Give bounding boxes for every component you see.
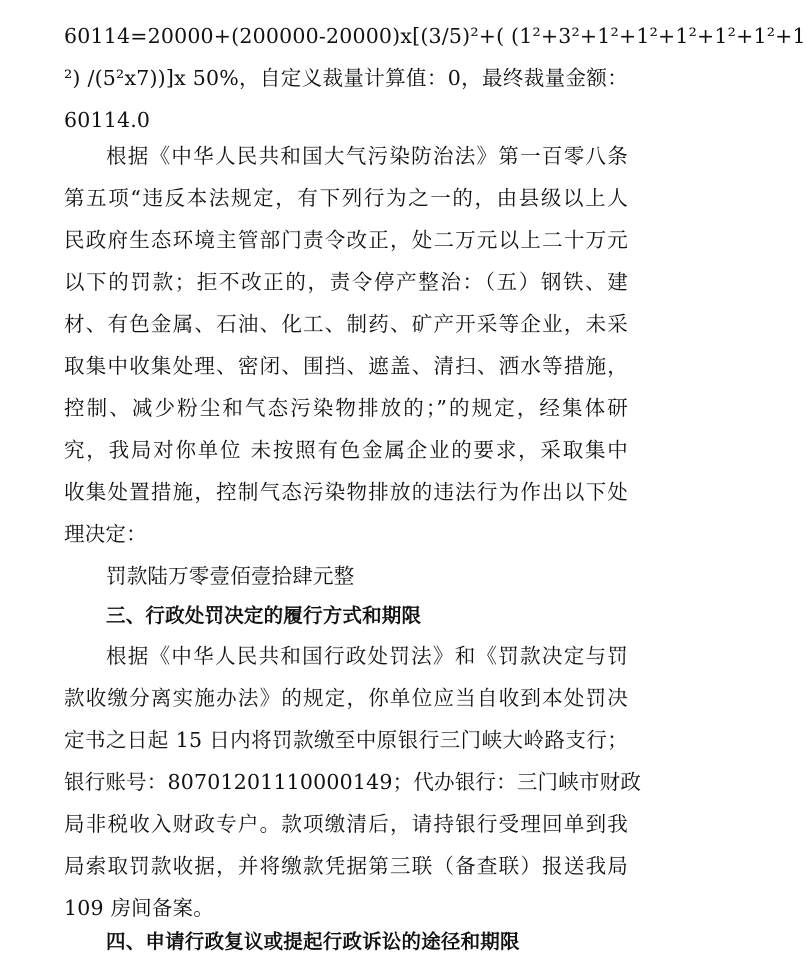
basis-paragraph-line: 收集处置措施，控制气态污染物排放的违法行为作出以下处 xyxy=(64,480,628,504)
basis-paragraph-line: 第五项“违反本法规定，有下列行为之一的，由县级以上人 xyxy=(64,186,628,210)
section3-paragraph-line: 款收缴分离实施办法》的规定，你单位应当自收到本处罚决 xyxy=(64,686,628,710)
basis-paragraph-line: 控制、减少粉尘和气态污染物排放的；”的规定，经集体研 xyxy=(64,396,628,420)
section3-paragraph-line: 根据《中华人民共和国行政处罚法》和《罚款决定与罚 xyxy=(106,644,628,668)
basis-paragraph-line: 民政府生态环境主管部门责令改正，处二万元以上二十万元 xyxy=(64,228,628,252)
basis-paragraph-line: 材、有色金属、石油、化工、制药、矿产开采等企业，未采 xyxy=(64,312,628,336)
final-amount-value: 60114.0 xyxy=(64,108,151,132)
formula-line: ²) /(5²x7))]x 50%，自定义裁量计算值：0，最终裁量金额： xyxy=(64,66,628,90)
section3-paragraph-line: 局非税收入财政专户。款项缴清后，请持银行受理回单到我 xyxy=(64,812,628,836)
basis-paragraph-line: 究，我局对你单位 未按照有色金属企业的要求，采取集中 xyxy=(64,438,628,462)
section-heading: 四、申请行政复议或提起行政诉讼的途径和期限 xyxy=(106,930,520,953)
formula-line: 60114=20000+(200000-20000)x[(3/5)²+( (1²+3²+1²+1²+1²+1²+1²+1 xyxy=(64,24,806,48)
penalty-amount: 罚款陆万零壹佰壹拾肆元整 xyxy=(106,564,355,588)
basis-paragraph-line: 以下的罚款；拒不改正的，责令停产整治：（五）钢铁、建 xyxy=(64,270,628,294)
section3-paragraph-line: 定书之日起 15 日内将罚款缴至中原银行三门峡大岭路支行； xyxy=(64,728,628,752)
section3-paragraph-line: 局索取罚款收据，并将缴款凭据第三联（备查联）报送我局 xyxy=(64,854,628,878)
basis-paragraph-line: 理决定： xyxy=(64,522,147,546)
section3-paragraph-line: 银行账号：80701201110000149；代办银行：三门峡市财政 xyxy=(64,770,642,794)
basis-paragraph-line: 取集中收集处理、密闭、围挡、遮盖、清扫、洒水等措施， xyxy=(64,354,628,378)
basis-paragraph-line: 根据《中华人民共和国大气污染防治法》第一百零八条 xyxy=(106,144,628,168)
section3-paragraph-line: 109 房间备案。 xyxy=(64,896,214,920)
section-heading: 三、行政处罚决定的履行方式和期限 xyxy=(106,604,422,627)
